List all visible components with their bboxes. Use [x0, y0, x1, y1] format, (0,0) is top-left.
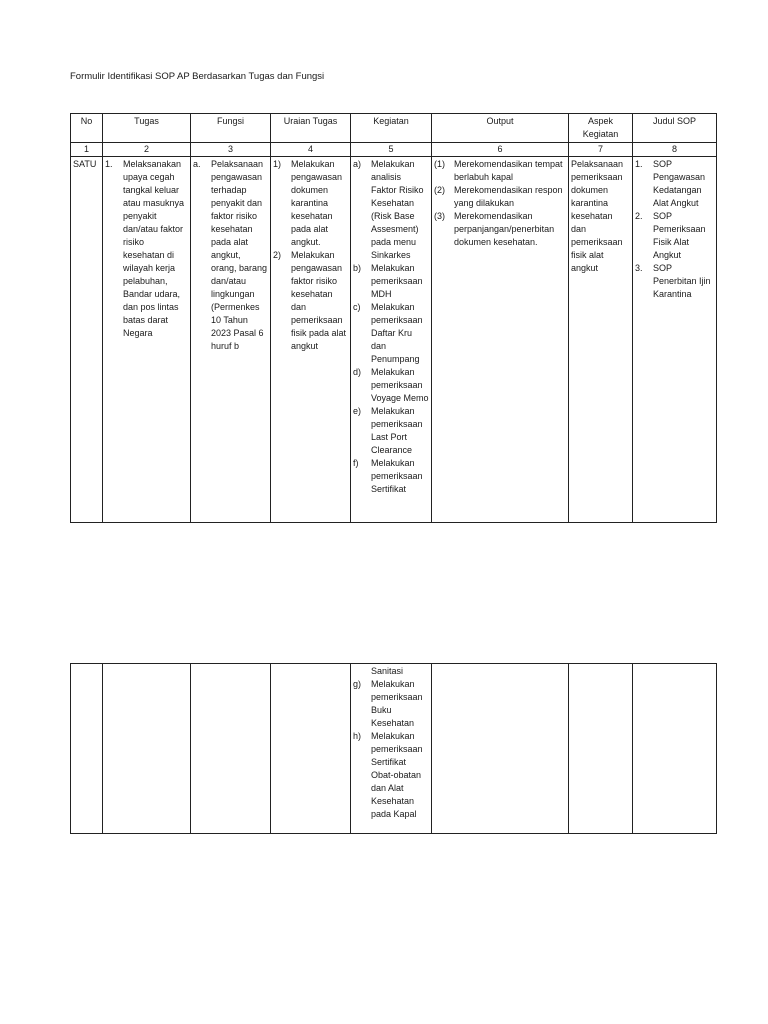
list-marker: b) — [353, 263, 362, 273]
list-item — [273, 158, 348, 249]
list-item — [434, 184, 566, 210]
column-number: 3 — [191, 143, 271, 157]
column-number: 7 — [569, 143, 633, 157]
list-marker: a) — [353, 159, 362, 169]
list-marker: f) — [353, 458, 359, 468]
cell-judul-sop — [633, 157, 717, 523]
cell-output — [432, 157, 569, 523]
list-marker: g) — [353, 679, 362, 689]
list-marker: a. — [193, 159, 201, 169]
kegiatan-list — [353, 158, 429, 496]
cell-aspek-kegiatan: Pelaksanaan pemeriksaan dokumen karantina kesehatan dan pemeriksaan fisik alat angkut — [569, 157, 633, 523]
header-output: Output — [432, 114, 569, 143]
cell-no: SATU — [71, 157, 103, 523]
list-item — [353, 158, 429, 262]
cell-fungsi-empty — [191, 664, 271, 834]
document-title: Formulir Identifikasi SOP AP Berdasarkan Tugas dan Fungsi — [70, 71, 325, 82]
cell-kegiatan — [351, 157, 432, 523]
list-marker: 1. — [635, 159, 643, 169]
cell-uraian-tugas-empty — [271, 664, 351, 834]
list-item — [353, 366, 429, 405]
list-text: Melakukan analisis Faktor Risiko Kesehatan (Risk Base Assesment) pada menu Sinkarkes — [371, 159, 424, 260]
header-row — [71, 114, 717, 143]
cell-aspek-kegiatan-empty — [569, 664, 633, 834]
list-text: Merekomendasikan tempat berlabuh kapal — [454, 159, 563, 182]
list-marker: h) — [353, 731, 362, 741]
output-list — [434, 158, 566, 249]
list-marker: 1) — [273, 159, 282, 169]
fungsi-list — [193, 158, 268, 353]
cell-judul-sop-empty — [633, 664, 717, 834]
column-number: 6 — [432, 143, 569, 157]
list-item — [635, 262, 714, 301]
list-text: Melakukan pemeriksaan MDH — [371, 263, 423, 299]
list-text: Merekomendasikan perpanjangan/penerbitan dokumen kesehatan. — [454, 211, 555, 247]
cell-uraian-tugas — [271, 157, 351, 523]
list-text: SOP Pengawasan Kedatangan Alat Angkut — [653, 159, 706, 208]
list-item — [105, 158, 188, 340]
list-marker: 2. — [635, 211, 643, 221]
list-text: SOP Pemeriksaan Fisik Alat Angkut — [653, 211, 706, 260]
kegiatan-list — [353, 678, 429, 821]
list-marker: 1. — [105, 159, 113, 169]
header-aspek-kegiatan: Aspek Kegiatan — [569, 114, 633, 143]
list-item — [434, 158, 566, 184]
list-text: Melakukan pemeriksaan Daftar Kru dan Penumpang — [371, 302, 423, 364]
cell-output-empty — [432, 664, 569, 834]
cell-fungsi — [191, 157, 271, 523]
list-item — [273, 249, 348, 353]
header-tugas: Tugas — [103, 114, 191, 143]
header-uraian-tugas: Uraian Tugas — [271, 114, 351, 143]
column-number: 4 — [271, 143, 351, 157]
table-row — [71, 664, 717, 834]
cell-kegiatan-continued — [351, 664, 432, 834]
list-marker: (1) — [434, 159, 445, 169]
list-marker: d) — [353, 367, 362, 377]
uraian-tugas-list — [273, 158, 348, 353]
cell-no-empty — [71, 664, 103, 834]
list-item — [193, 158, 268, 353]
list-marker: (2) — [434, 185, 445, 195]
list-marker: c) — [353, 302, 361, 312]
list-item — [353, 262, 429, 301]
list-text: Melakukan pemeriksaan Buku Kesehatan — [371, 679, 423, 728]
header-judul-sop: Judul SOP — [633, 114, 717, 143]
kegiatan-continued-text: Sanitasi — [371, 666, 404, 676]
list-text: Melakukan pengawasan dokumen karantina kesehatan pada alat angkut. — [291, 159, 343, 247]
judul-sop-list — [635, 158, 714, 301]
list-item — [353, 730, 429, 821]
list-item — [353, 405, 429, 457]
list-text: SOP Penerbitan Ijin Karantina — [653, 263, 711, 299]
column-number: 8 — [633, 143, 717, 157]
list-text: Melakukan pengawasan faktor risiko kesehatan dan pemeriksaan fisik pada alat angkut — [291, 250, 347, 351]
list-item — [635, 210, 714, 262]
header-no: No — [71, 114, 103, 143]
list-item — [353, 301, 429, 366]
list-item — [434, 210, 566, 249]
list-marker: e) — [353, 406, 362, 416]
list-item — [635, 158, 714, 210]
list-text: Melaksanakan upaya cegah tangkal keluar atau masuknya penyakit dan/atau faktor risiko kesehatan di wilayah kerja pelabuhan, Bandar udara, dan pos lintas batas darat Negara — [123, 159, 185, 338]
cell-tugas — [103, 157, 191, 523]
column-number: 1 — [71, 143, 103, 157]
sop-identification-table — [70, 113, 717, 523]
list-item — [353, 678, 429, 730]
column-number: 5 — [351, 143, 432, 157]
cell-tugas-empty — [103, 664, 191, 834]
list-marker: 3. — [635, 263, 643, 273]
list-text: Melakukan pemeriksaan Sertifikat Obat-obatan dan Alat Kesehatan pada Kapal — [371, 731, 423, 819]
column-number: 2 — [103, 143, 191, 157]
list-text: Melakukan pemeriksaan Voyage Memo — [371, 367, 429, 403]
header-fungsi: Fungsi — [191, 114, 271, 143]
list-item — [353, 457, 429, 496]
list-text: Melakukan pemeriksaan Sertifikat — [371, 458, 423, 494]
sop-identification-table-continued — [70, 663, 717, 834]
table-row — [71, 157, 717, 523]
list-text: Merekomendasikan respon yang dilakukan — [454, 185, 563, 208]
list-marker: (3) — [434, 211, 445, 221]
header-kegiatan: Kegiatan — [351, 114, 432, 143]
column-number-row — [71, 143, 717, 157]
list-marker: 2) — [273, 250, 282, 260]
list-text: Melakukan pemeriksaan Last Port Clearance — [371, 406, 423, 455]
list-text: Pelaksanaan pengawasan terhadap penyakit dan faktor risiko kesehatan pada alat angkut, orang, barang dan/atau lingkungan (Permenkes 10 Tahun 2023 Pasal 6 huruf b — [211, 159, 268, 351]
tugas-list — [105, 158, 188, 340]
